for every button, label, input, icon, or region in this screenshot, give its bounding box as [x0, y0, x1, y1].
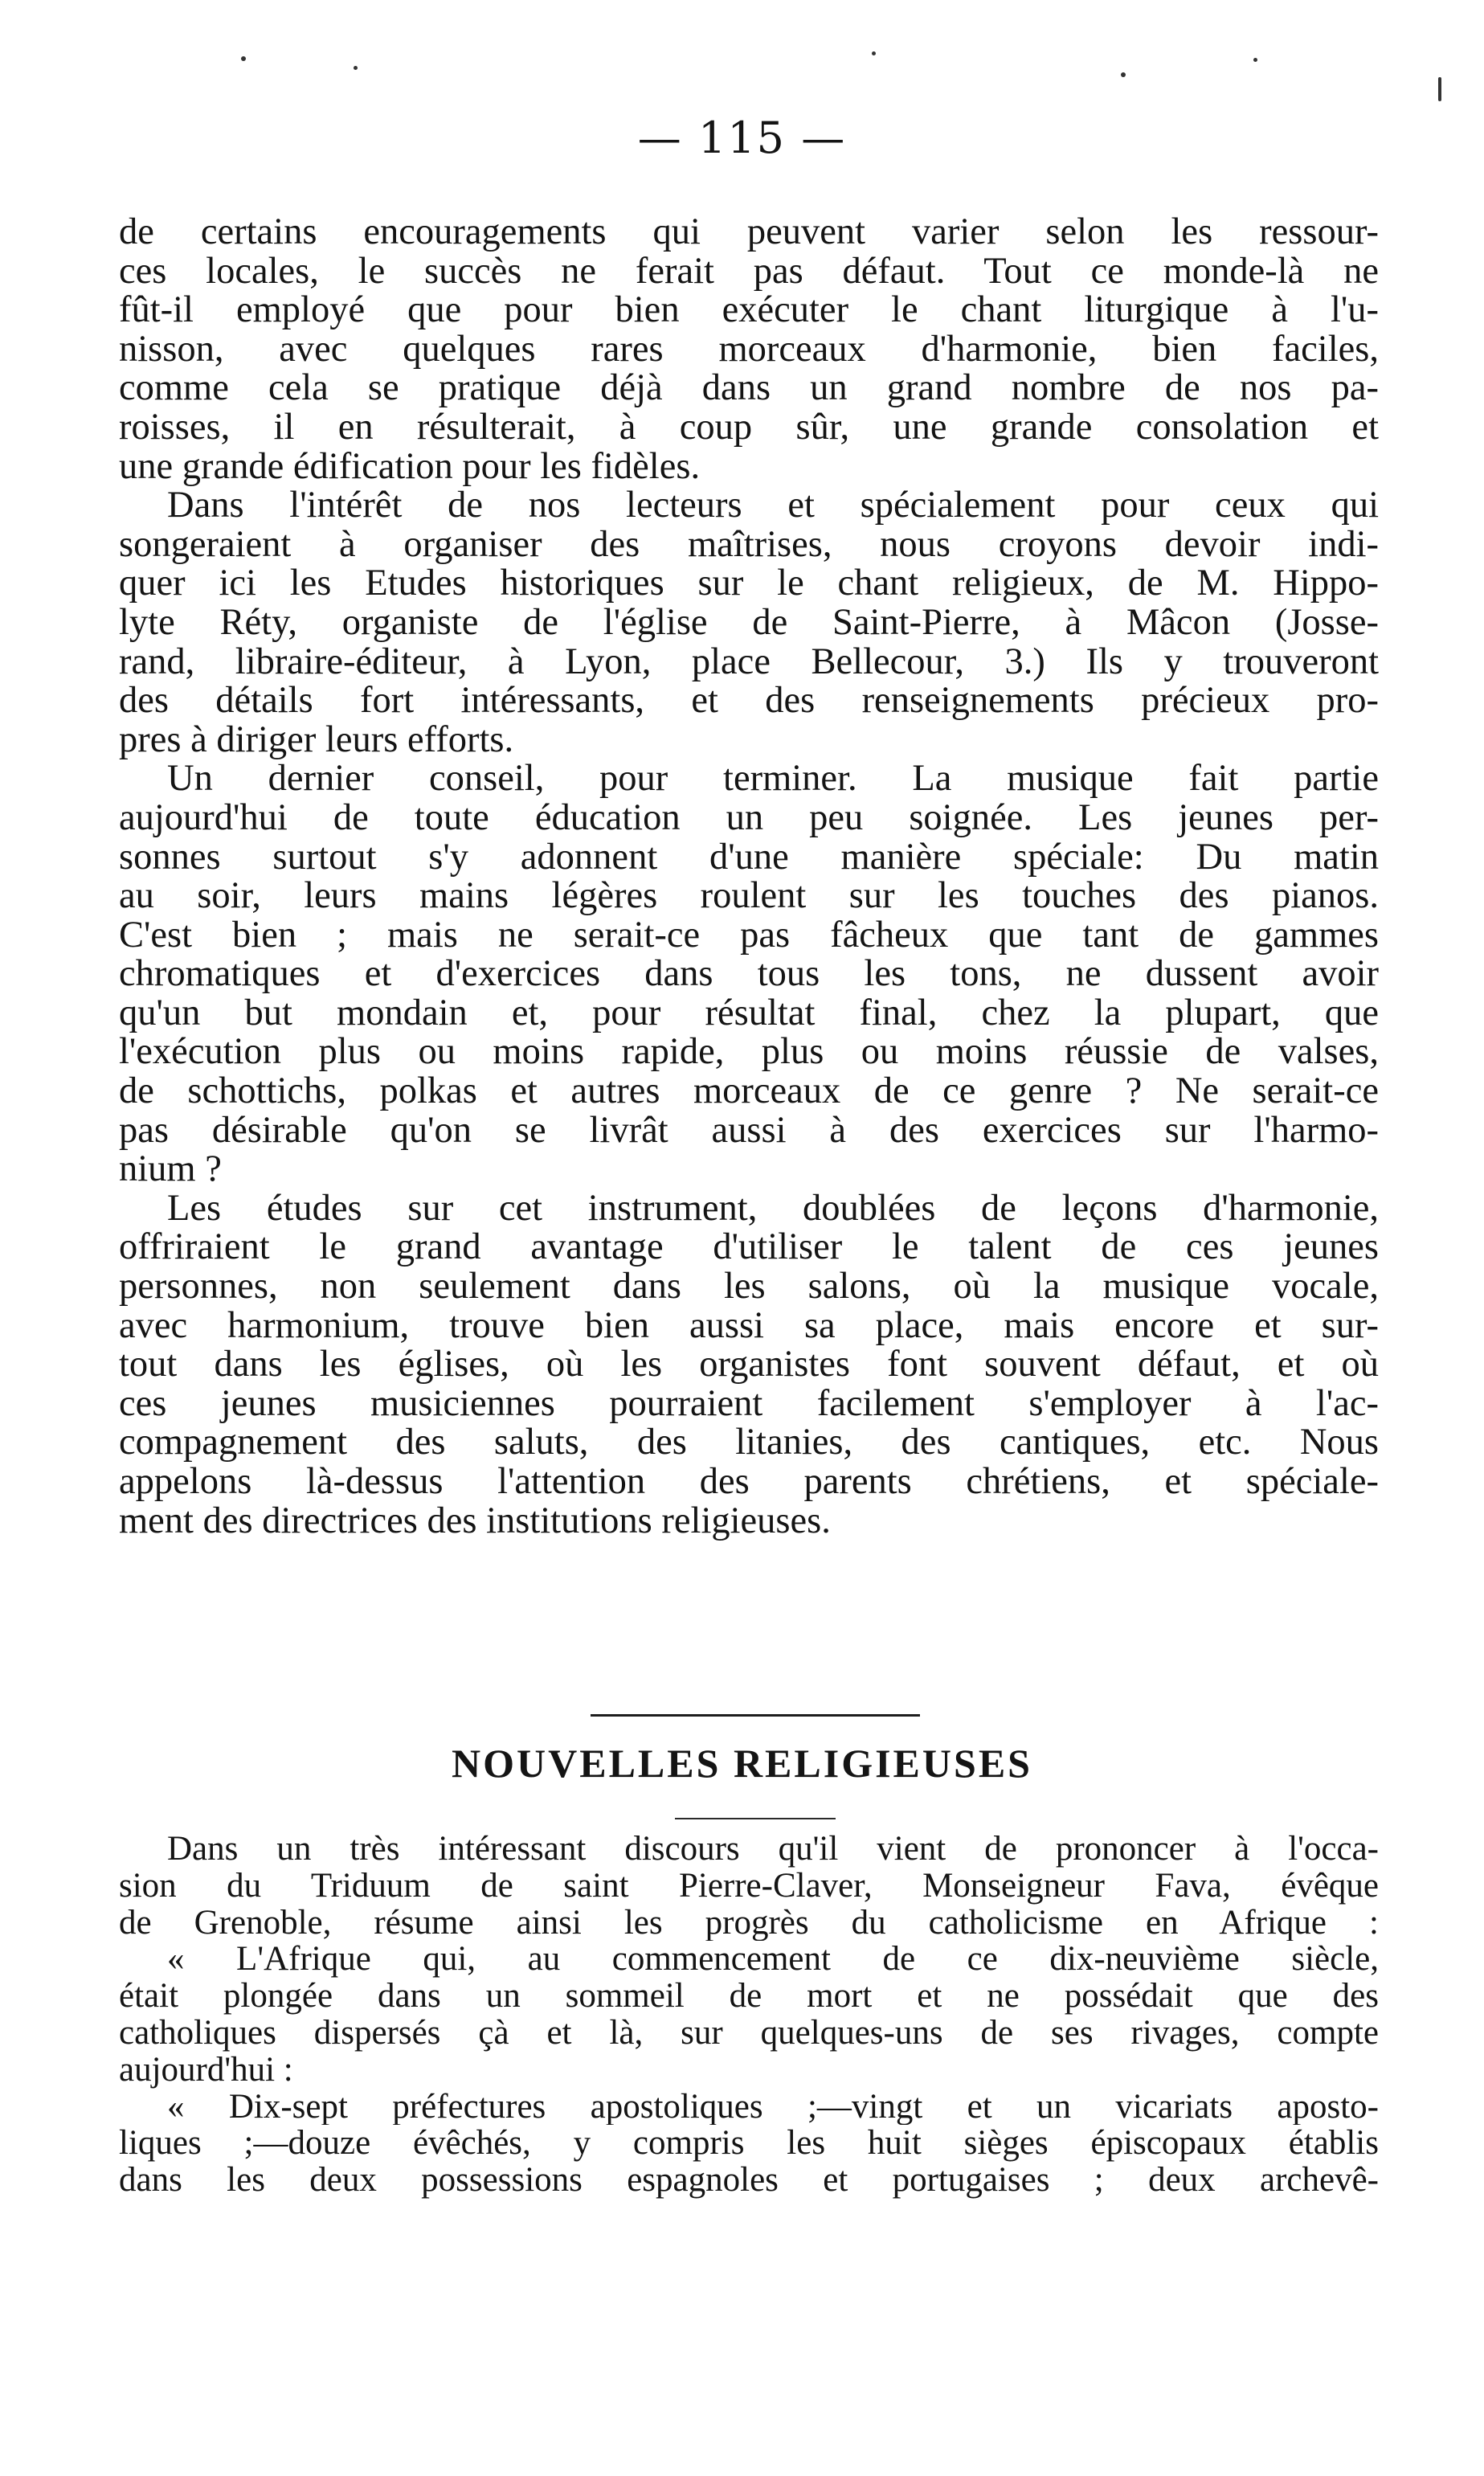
text-line: songeraient à organiser des maîtrises, nous croyons devoir indi-	[119, 525, 1379, 565]
article-text-news	[119, 1831, 1379, 2199]
text-line: avec harmonium, trouve bien aussi sa place, mais encore et sur-	[119, 1306, 1379, 1346]
text-line: fût-il employé que pour bien exécuter le chant liturgique à l'u-	[119, 291, 1379, 330]
page-number: — 115 —	[637, 113, 847, 163]
text-line: sonnes surtout s'y adonnent d'une manière spéciale: Du matin	[119, 837, 1379, 878]
text-line: compagnement des saluts, des litanies, des cantiques, etc. Nous	[119, 1423, 1379, 1463]
text-line: de schottichs, polkas et autres morceaux de ce genre ? Ne serait-ce	[119, 1072, 1379, 1111]
text-line: Un dernier conseil, pour terminer. La musique fait partie	[167, 759, 1379, 799]
text-line: aujourd'hui :	[119, 2051, 293, 2089]
text-line: Dans l'intérêt de nos lecteurs et spécialement pour ceux qui	[167, 486, 1379, 526]
scan-speck	[354, 66, 358, 70]
text-line: tout dans les églises, où les organistes font souvent défaut, et où	[119, 1345, 1379, 1385]
text-line: des détails fort intéressants, et des renseignements précieux pro-	[119, 681, 1379, 721]
text-line: appelons là-dessus l'attention des parents chrétiens, et spéciale-	[119, 1463, 1379, 1502]
text-line: de Grenoble, résume ainsi les progrès du catholicisme en Afrique :	[119, 1904, 1379, 1942]
scan-speck	[1121, 72, 1126, 77]
section-divider-top	[591, 1714, 920, 1717]
text-line: roisses, il en résulterait, à coup sûr, une grande consolation et	[119, 407, 1379, 448]
text-line: nisson, avec quelques rares morceaux d'harmonie, bien faciles,	[119, 329, 1379, 370]
text-line: pas désirable qu'on se livrât aussi à des exercices sur l'harmo-	[119, 1111, 1379, 1151]
text-line: était plongée dans un sommeil de mort et ne possédait que des	[119, 1978, 1379, 2015]
scan-speck	[1253, 58, 1257, 62]
text-line: « Dix-sept préfectures apostoliques ;—vingt et un vicariats aposto-	[167, 2088, 1379, 2126]
scan-speck	[241, 56, 246, 61]
text-line: rand, libraire-éditeur, à Lyon, place Bellecour, 3.) Ils y trouveront	[119, 642, 1379, 682]
text-line: liques ;—douze évêchés, y compris les huit sièges épiscopaux établis	[119, 2125, 1379, 2163]
text-line: l'exécution plus ou moins rapide, plus ou moins réussie de valses,	[119, 1033, 1379, 1073]
text-line: comme cela se pratique déjà dans un grand nombre de nos pa-	[119, 369, 1379, 408]
text-line: au soir, leurs mains légères roulent sur les touches des pianos.	[119, 877, 1379, 916]
text-line: C'est bien ; mais ne serait-ce pas fâcheux que tant de gammes	[119, 915, 1379, 956]
text-line: offriraient le grand avantage d'utiliser le talent de ces jeunes	[119, 1228, 1379, 1268]
text-line: ces locales, le succès ne ferait pas défaut. Tout ce monde-là ne	[119, 252, 1379, 292]
text-line: catholiques dispersés çà et là, sur quelques-uns de ses rivages, compte	[119, 2014, 1379, 2052]
text-line: une grande édification pour les fidèles.	[119, 447, 701, 487]
text-line: ces jeunes musiciennes pourraient facilement s'employer à l'ac-	[119, 1384, 1379, 1424]
text-line: dans les deux possessions espagnoles et portugaises ; deux archevê-	[119, 2162, 1379, 2199]
text-line: « L'Afrique qui, au commencement de ce dix-neuvième siècle,	[167, 1941, 1379, 1979]
article-text-music	[119, 213, 1379, 1541]
text-line: Les études sur cet instrument, doublées de leçons d'harmonie,	[167, 1189, 1379, 1229]
text-line: chromatiques et d'exercices dans tous les tons, ne dussent avoir	[119, 955, 1379, 994]
text-line: quer ici les Etudes historiques sur le chant religieux, de M. Hippo-	[119, 564, 1379, 604]
section-title: NOUVELLES RELIGIEUSES	[452, 1741, 1032, 1786]
text-line: qu'un but mondain et, pour résultat final, chez la plupart, que	[119, 993, 1379, 1033]
text-line: lyte Réty, organiste de l'église de Saint-Pierre, à Mâcon (Josse-	[119, 603, 1379, 643]
text-line: sion du Triduum de saint Pierre-Claver, Monseigneur Fava, évêque	[119, 1867, 1379, 1905]
text-line: pres à diriger leurs efforts.	[119, 720, 514, 760]
text-line: aujourd'hui de toute éducation un peu soignée. Les jeunes per-	[119, 798, 1379, 838]
scan-speck	[1438, 77, 1441, 101]
text-line: nium ?	[119, 1150, 222, 1189]
text-line: de certains encouragements qui peuvent varier selon les ressour-	[119, 213, 1379, 252]
text-line: personnes, non seulement dans les salons, où la musique vocale,	[119, 1267, 1379, 1307]
text-line: ment des directrices des institutions religieuses.	[119, 1501, 831, 1541]
scan-speck	[872, 51, 876, 55]
text-line: Dans un très intéressant discours qu'il vient de prononcer à l'occa-	[167, 1831, 1379, 1868]
section-divider-bottom	[675, 1818, 836, 1819]
